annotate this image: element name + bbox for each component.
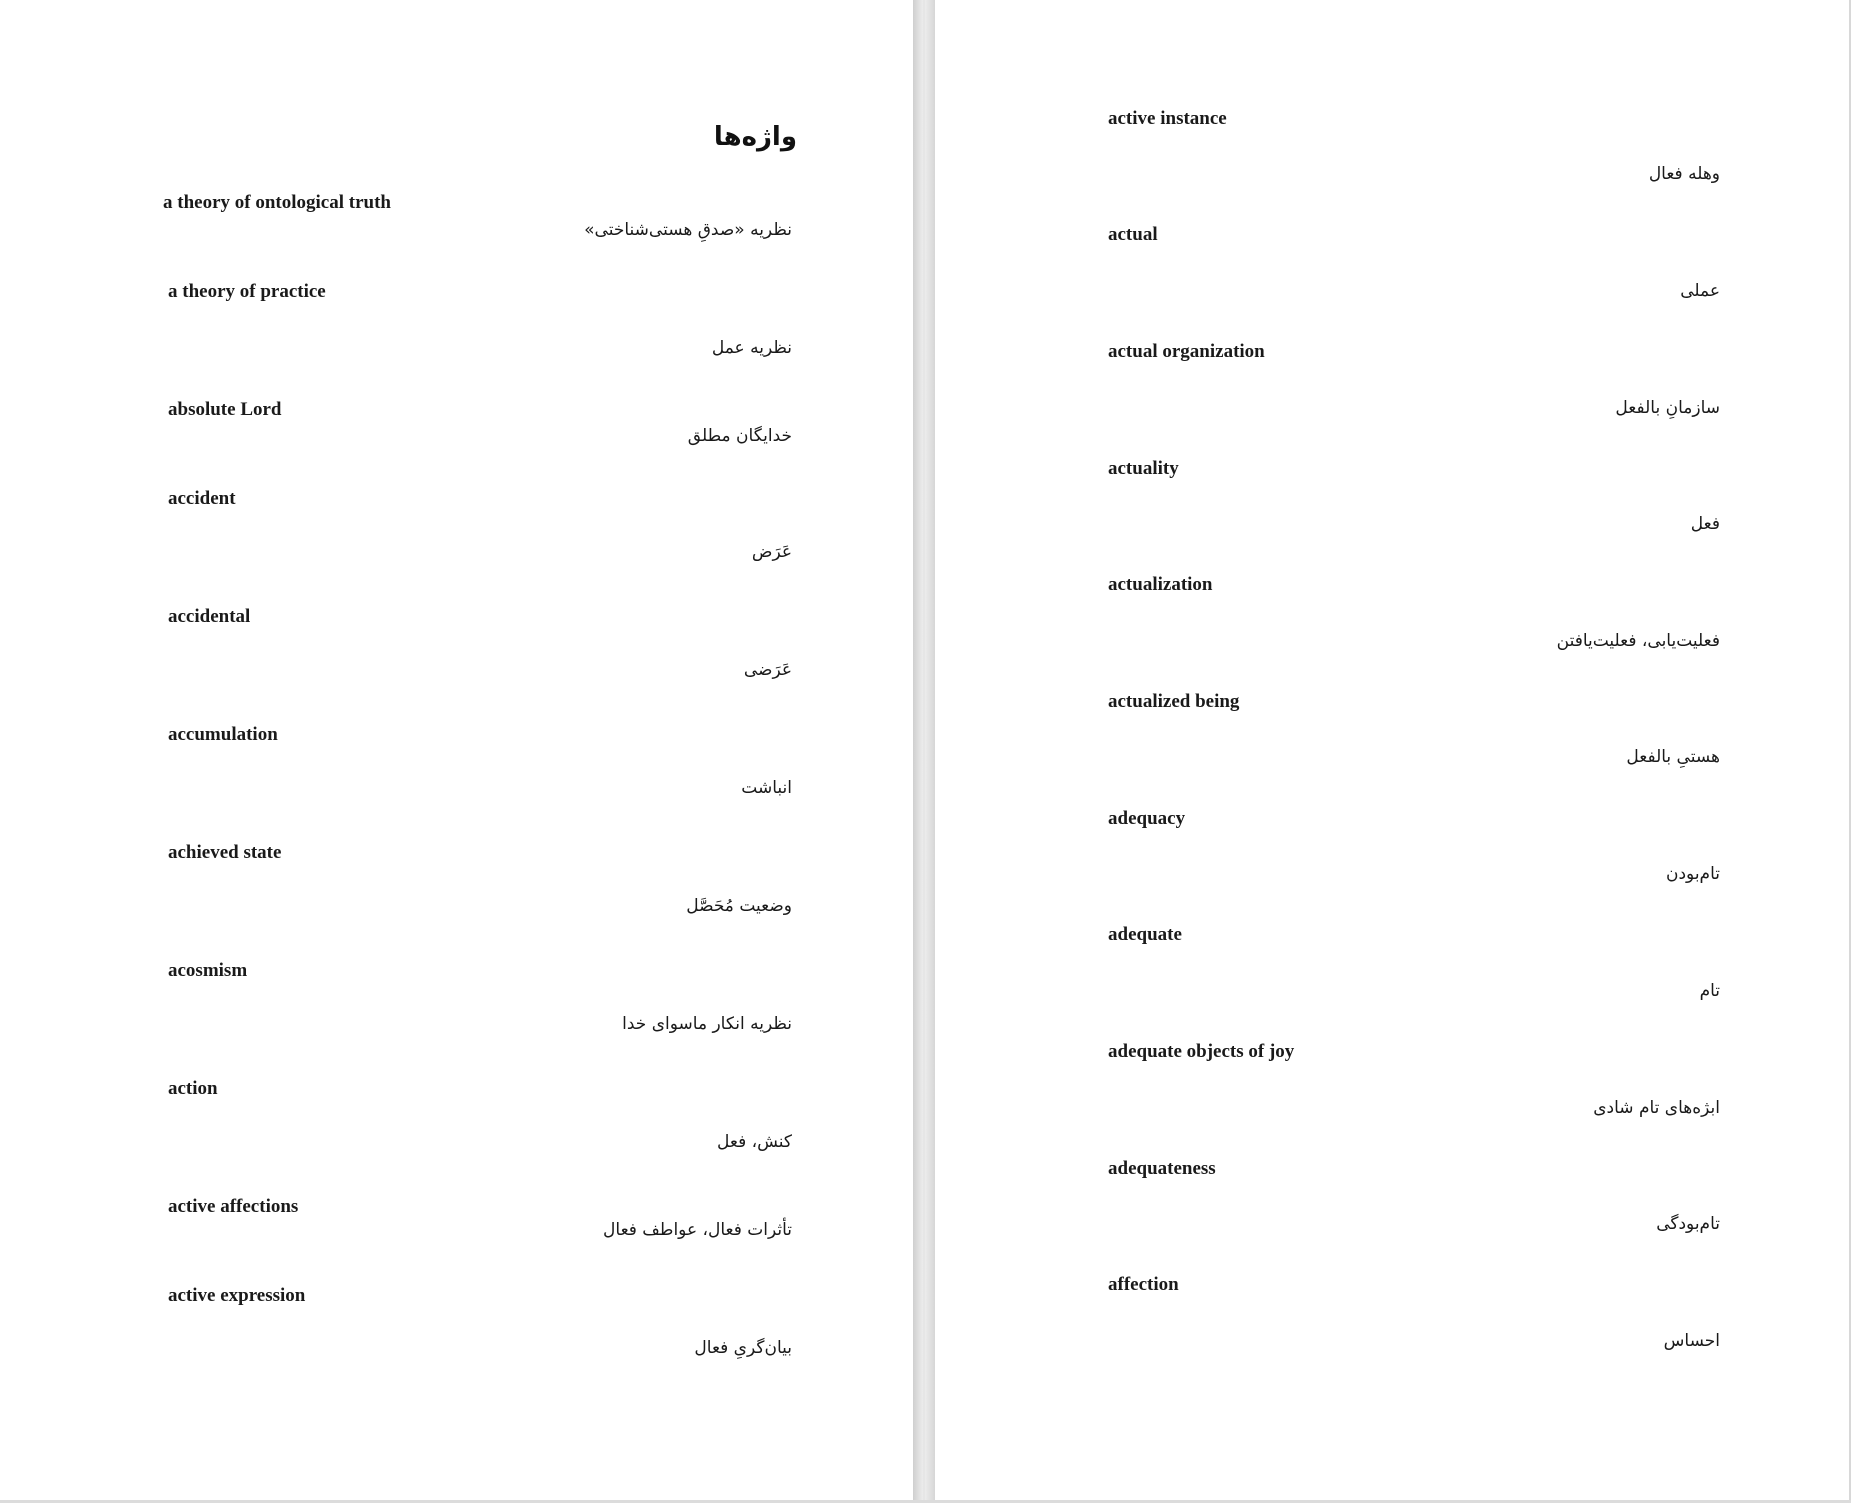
term-persian: نظریه عمل xyxy=(711,338,792,358)
term-persian: عَرَضی xyxy=(743,660,792,680)
term-english: actualization xyxy=(1108,574,1213,595)
term-english: action xyxy=(168,1078,218,1099)
term-english: active expression xyxy=(168,1285,306,1306)
term-persian: خدایگان مطلق xyxy=(687,426,792,446)
term-persian: فعلیت‌یابی، فعلیت‌یافتن xyxy=(1556,631,1720,651)
term-persian: هستیِ بالفعل xyxy=(1626,747,1720,767)
term-english: a theory of practice xyxy=(168,281,326,302)
term-english: absolute Lord xyxy=(168,399,282,420)
term-persian: فعل xyxy=(1690,514,1720,534)
term-persian: تام‌بودن xyxy=(1665,864,1720,884)
term-english: active instance xyxy=(1108,108,1227,129)
term-persian: بیان‌گریِ فعال xyxy=(694,1338,792,1358)
page-gutter-shadow xyxy=(925,0,935,1500)
term-english: a theory of ontological truth xyxy=(163,192,391,213)
term-persian: عَرَض xyxy=(751,542,792,562)
left-page xyxy=(0,0,913,1500)
term-persian: ابژه‌های تام شادی xyxy=(1593,1098,1720,1118)
term-persian: احساس xyxy=(1663,1331,1720,1351)
term-english: accident xyxy=(168,488,236,509)
term-english: achieved state xyxy=(168,842,282,863)
term-english: affection xyxy=(1108,1274,1179,1295)
term-persian: وهله فعال xyxy=(1648,164,1720,184)
term-persian: تأثرات فعال، عواطف فعال xyxy=(603,1220,792,1240)
term-persian: نظریه انکار ماسوای خدا xyxy=(622,1014,792,1034)
term-english: accumulation xyxy=(168,724,278,745)
term-persian: انباشت xyxy=(741,778,792,798)
term-persian: سازمانِ بالفعل xyxy=(1615,398,1720,418)
term-english: actual xyxy=(1108,224,1158,245)
term-english: actualized being xyxy=(1108,691,1240,712)
term-english: adequate xyxy=(1108,924,1182,945)
page-gutter-shadow xyxy=(913,0,923,1500)
page-heading: واژه‌ها xyxy=(713,122,797,152)
term-persian: تام‌بودگی xyxy=(1656,1214,1720,1234)
term-english: adequacy xyxy=(1108,808,1186,829)
term-english: actual organization xyxy=(1108,341,1265,362)
term-english: actuality xyxy=(1108,458,1179,479)
term-persian: وضعیت مُحَصَّل xyxy=(686,896,792,916)
term-persian: تام xyxy=(1699,981,1720,1001)
term-persian: عملی xyxy=(1680,281,1720,301)
term-persian: نظریه «صدقِ هستی‌شناختی» xyxy=(584,220,792,240)
term-english: adequate objects of joy xyxy=(1108,1041,1295,1062)
term-english: accidental xyxy=(168,606,251,627)
term-english: acosmism xyxy=(168,960,248,981)
term-english: adequateness xyxy=(1108,1158,1216,1179)
right-page xyxy=(935,0,1849,1500)
term-english: active affections xyxy=(168,1196,299,1217)
term-persian: کنش، فعل xyxy=(717,1132,792,1152)
